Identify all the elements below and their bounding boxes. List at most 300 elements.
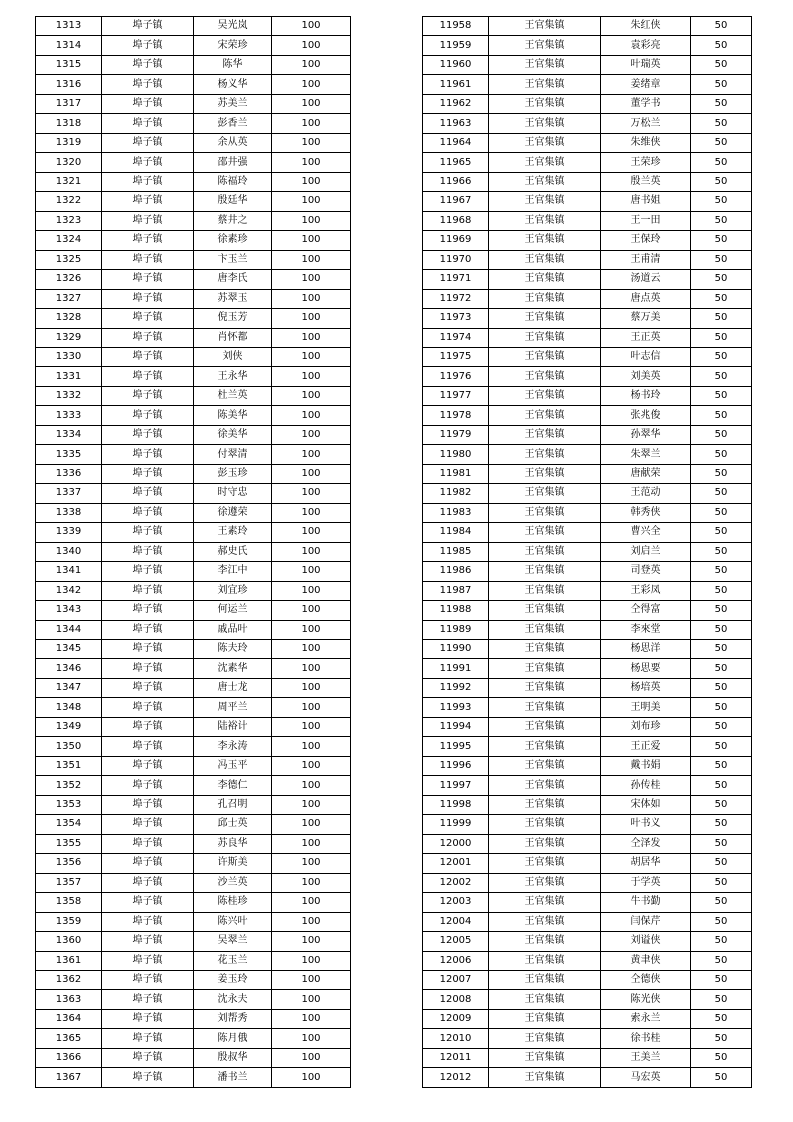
table-row: [36, 309, 351, 328]
town-cell: 埠子镇: [102, 114, 194, 133]
name-cell: 陈桂珍: [194, 893, 272, 912]
table-row: [423, 94, 752, 113]
table-row: [423, 951, 752, 970]
town-cell: 埠子镇: [102, 192, 194, 211]
name-cell: 唐书姐: [601, 192, 691, 211]
row-number-cell: 11991: [423, 659, 489, 678]
amount-cell: 100: [272, 36, 351, 55]
amount-cell: 50: [691, 211, 752, 230]
amount-cell: 100: [272, 1029, 351, 1048]
table-row: [423, 75, 752, 94]
row-number-cell: 1319: [36, 133, 102, 152]
town-cell: 埠子镇: [102, 250, 194, 269]
town-cell: 王官集镇: [489, 698, 601, 717]
table-row: [423, 114, 752, 133]
table-row: [36, 464, 351, 483]
amount-cell: 50: [691, 873, 752, 892]
town-cell: 埠子镇: [102, 951, 194, 970]
amount-cell: 50: [691, 36, 752, 55]
row-number-cell: 1318: [36, 114, 102, 133]
name-cell: 唐李氏: [194, 270, 272, 289]
table-row: [423, 659, 752, 678]
row-number-cell: 12010: [423, 1029, 489, 1048]
name-cell: 徐美华: [194, 425, 272, 444]
town-cell: 埠子镇: [102, 1068, 194, 1087]
table-row: [423, 620, 752, 639]
table-row: [36, 192, 351, 211]
town-cell: 王官集镇: [489, 425, 601, 444]
row-number-cell: 1335: [36, 445, 102, 464]
name-cell: 闫保芹: [601, 912, 691, 931]
name-cell: 索永兰: [601, 1009, 691, 1028]
town-cell: 王官集镇: [489, 601, 601, 620]
table-row: [423, 17, 752, 36]
amount-cell: 50: [691, 192, 752, 211]
town-cell: 王官集镇: [489, 192, 601, 211]
town-cell: 埠子镇: [102, 153, 194, 172]
name-cell: 邵井强: [194, 153, 272, 172]
row-number-cell: 11968: [423, 211, 489, 230]
town-cell: 王官集镇: [489, 250, 601, 269]
name-cell: 叶瑞英: [601, 55, 691, 74]
amount-cell: 100: [272, 990, 351, 1009]
table-row: [423, 464, 752, 483]
amount-cell: 50: [691, 114, 752, 133]
amount-cell: 50: [691, 854, 752, 873]
amount-cell: 100: [272, 270, 351, 289]
table-row: [423, 231, 752, 250]
amount-cell: 50: [691, 328, 752, 347]
name-cell: 朱维侠: [601, 133, 691, 152]
row-number-cell: 1363: [36, 990, 102, 1009]
table-row: [36, 834, 351, 853]
name-cell: 刘启兰: [601, 542, 691, 561]
table-row: [423, 1029, 752, 1048]
table-row: [36, 951, 351, 970]
name-cell: 王甫清: [601, 250, 691, 269]
amount-cell: 100: [272, 289, 351, 308]
name-cell: 李德仁: [194, 776, 272, 795]
table-row: [423, 523, 752, 542]
amount-cell: 50: [691, 990, 752, 1009]
row-number-cell: 11973: [423, 309, 489, 328]
amount-cell: 100: [272, 893, 351, 912]
row-number-cell: 11995: [423, 737, 489, 756]
town-cell: 埠子镇: [102, 795, 194, 814]
amount-cell: 50: [691, 737, 752, 756]
amount-cell: 50: [691, 367, 752, 386]
amount-cell: 100: [272, 192, 351, 211]
town-cell: 埠子镇: [102, 270, 194, 289]
town-cell: 埠子镇: [102, 698, 194, 717]
table-row: [423, 406, 752, 425]
row-number-cell: 1327: [36, 289, 102, 308]
town-cell: 埠子镇: [102, 1029, 194, 1048]
name-cell: 殷廷华: [194, 192, 272, 211]
row-number-cell: 1362: [36, 970, 102, 989]
table-row: [423, 425, 752, 444]
town-cell: 埠子镇: [102, 75, 194, 94]
row-number-cell: 11964: [423, 133, 489, 152]
table-row: [36, 133, 351, 152]
amount-cell: 50: [691, 347, 752, 366]
town-cell: 埠子镇: [102, 542, 194, 561]
town-cell: 王官集镇: [489, 17, 601, 36]
table-row: [36, 36, 351, 55]
table-row: [423, 815, 752, 834]
name-cell: 沈永夫: [194, 990, 272, 1009]
amount-cell: 50: [691, 153, 752, 172]
amount-cell: 50: [691, 270, 752, 289]
row-number-cell: 11975: [423, 347, 489, 366]
name-cell: 陈兴叶: [194, 912, 272, 931]
town-cell: 王官集镇: [489, 445, 601, 464]
town-cell: 王官集镇: [489, 795, 601, 814]
row-number-cell: 11978: [423, 406, 489, 425]
table-row: [36, 94, 351, 113]
name-cell: 王美兰: [601, 1048, 691, 1067]
amount-cell: 50: [691, 717, 752, 736]
right-roster-table: [422, 16, 752, 1088]
amount-cell: 50: [691, 932, 752, 951]
name-cell: 徐遵荣: [194, 503, 272, 522]
row-number-cell: 1314: [36, 36, 102, 55]
row-number-cell: 1345: [36, 640, 102, 659]
name-cell: 刘布珍: [601, 717, 691, 736]
amount-cell: 100: [272, 231, 351, 250]
name-cell: 王明美: [601, 698, 691, 717]
town-cell: 王官集镇: [489, 347, 601, 366]
town-cell: 埠子镇: [102, 1009, 194, 1028]
town-cell: 王官集镇: [489, 873, 601, 892]
name-cell: 王正英: [601, 328, 691, 347]
town-cell: 王官集镇: [489, 717, 601, 736]
row-number-cell: 1324: [36, 231, 102, 250]
name-cell: 唐点英: [601, 289, 691, 308]
amount-cell: 50: [691, 562, 752, 581]
amount-cell: 100: [272, 17, 351, 36]
town-cell: 王官集镇: [489, 309, 601, 328]
table-row: [36, 581, 351, 600]
name-cell: 王范动: [601, 484, 691, 503]
row-number-cell: 11986: [423, 562, 489, 581]
town-cell: 王官集镇: [489, 328, 601, 347]
row-number-cell: 1334: [36, 425, 102, 444]
name-cell: 许斯美: [194, 854, 272, 873]
town-cell: 埠子镇: [102, 425, 194, 444]
table-row: [36, 425, 351, 444]
amount-cell: 100: [272, 951, 351, 970]
table-row: [423, 562, 752, 581]
amount-cell: 100: [272, 464, 351, 483]
amount-cell: 100: [272, 133, 351, 152]
name-cell: 付翠清: [194, 445, 272, 464]
table-row: [36, 912, 351, 931]
table-row: [36, 542, 351, 561]
name-cell: 潘书兰: [194, 1068, 272, 1087]
row-number-cell: 11976: [423, 367, 489, 386]
amount-cell: 50: [691, 795, 752, 814]
name-cell: 苏翠玉: [194, 289, 272, 308]
row-number-cell: 11958: [423, 17, 489, 36]
amount-cell: 100: [272, 932, 351, 951]
amount-cell: 100: [272, 640, 351, 659]
row-number-cell: 1352: [36, 776, 102, 795]
town-cell: 埠子镇: [102, 854, 194, 873]
town-cell: 埠子镇: [102, 231, 194, 250]
town-cell: 埠子镇: [102, 17, 194, 36]
amount-cell: 50: [691, 776, 752, 795]
row-number-cell: 11979: [423, 425, 489, 444]
name-cell: 孙翠华: [601, 425, 691, 444]
amount-cell: 50: [691, 620, 752, 639]
row-number-cell: 1344: [36, 620, 102, 639]
name-cell: 彭玉珍: [194, 464, 272, 483]
amount-cell: 50: [691, 834, 752, 853]
row-number-cell: 11988: [423, 601, 489, 620]
row-number-cell: 1356: [36, 854, 102, 873]
amount-cell: 50: [691, 1029, 752, 1048]
name-cell: 戚品叶: [194, 620, 272, 639]
town-cell: 王官集镇: [489, 951, 601, 970]
amount-cell: 100: [272, 912, 351, 931]
table-row: [36, 854, 351, 873]
town-cell: 埠子镇: [102, 94, 194, 113]
row-number-cell: 1333: [36, 406, 102, 425]
name-cell: 叶志信: [601, 347, 691, 366]
row-number-cell: 1349: [36, 717, 102, 736]
table-row: [423, 698, 752, 717]
town-cell: 王官集镇: [489, 815, 601, 834]
table-row: [36, 1029, 351, 1048]
row-number-cell: 11983: [423, 503, 489, 522]
table-row: [423, 309, 752, 328]
name-cell: 余从英: [194, 133, 272, 152]
amount-cell: 100: [272, 523, 351, 542]
name-cell: 蔡井之: [194, 211, 272, 230]
row-number-cell: 1320: [36, 153, 102, 172]
town-cell: 埠子镇: [102, 211, 194, 230]
name-cell: 朱红侠: [601, 17, 691, 36]
amount-cell: 100: [272, 367, 351, 386]
town-cell: 埠子镇: [102, 601, 194, 620]
name-cell: 王永华: [194, 367, 272, 386]
table-row: [423, 717, 752, 736]
name-cell: 何运兰: [194, 601, 272, 620]
amount-cell: 50: [691, 289, 752, 308]
amount-cell: 50: [691, 309, 752, 328]
town-cell: 王官集镇: [489, 36, 601, 55]
row-number-cell: 1332: [36, 386, 102, 405]
row-number-cell: 11969: [423, 231, 489, 250]
amount-cell: 100: [272, 1048, 351, 1067]
table-row: [423, 640, 752, 659]
table-row: [36, 776, 351, 795]
amount-cell: 50: [691, 172, 752, 191]
row-number-cell: 12001: [423, 854, 489, 873]
row-number-cell: 11962: [423, 94, 489, 113]
amount-cell: 50: [691, 250, 752, 269]
row-number-cell: 11985: [423, 542, 489, 561]
name-cell: 于学英: [601, 873, 691, 892]
amount-cell: 100: [272, 75, 351, 94]
name-cell: 孙传桂: [601, 776, 691, 795]
row-number-cell: 1351: [36, 756, 102, 775]
name-cell: 花玉兰: [194, 951, 272, 970]
row-number-cell: 11993: [423, 698, 489, 717]
amount-cell: 100: [272, 94, 351, 113]
row-number-cell: 12004: [423, 912, 489, 931]
row-number-cell: 1353: [36, 795, 102, 814]
row-number-cell: 1358: [36, 893, 102, 912]
name-cell: 苏良华: [194, 834, 272, 853]
table-row: [36, 445, 351, 464]
row-number-cell: 11971: [423, 270, 489, 289]
row-number-cell: 1323: [36, 211, 102, 230]
row-number-cell: 1357: [36, 873, 102, 892]
table-row: [36, 815, 351, 834]
table-row: [423, 153, 752, 172]
table-row: [36, 1068, 351, 1087]
table-row: [36, 893, 351, 912]
name-cell: 王素玲: [194, 523, 272, 542]
name-cell: 杨思洋: [601, 640, 691, 659]
table-row: [423, 367, 752, 386]
name-cell: 仝德侠: [601, 970, 691, 989]
amount-cell: 100: [272, 1009, 351, 1028]
name-cell: 刘侠: [194, 347, 272, 366]
amount-cell: 50: [691, 542, 752, 561]
amount-cell: 100: [272, 542, 351, 561]
name-cell: 邱士英: [194, 815, 272, 834]
row-number-cell: 1325: [36, 250, 102, 269]
amount-cell: 100: [272, 737, 351, 756]
table-row: [36, 75, 351, 94]
name-cell: 陈夫玲: [194, 640, 272, 659]
amount-cell: 100: [272, 970, 351, 989]
name-cell: 肖怀都: [194, 328, 272, 347]
amount-cell: 50: [691, 231, 752, 250]
row-number-cell: 11980: [423, 445, 489, 464]
table-row: [423, 970, 752, 989]
right-roster-body: [423, 17, 752, 1088]
town-cell: 王官集镇: [489, 231, 601, 250]
amount-cell: 100: [272, 698, 351, 717]
table-row: [36, 114, 351, 133]
table-row: [36, 1048, 351, 1067]
name-cell: 陈美华: [194, 406, 272, 425]
amount-cell: 50: [691, 94, 752, 113]
row-number-cell: 1337: [36, 484, 102, 503]
table-row: [423, 503, 752, 522]
table-row: [423, 270, 752, 289]
table-row: [423, 873, 752, 892]
row-number-cell: 1317: [36, 94, 102, 113]
town-cell: 埠子镇: [102, 289, 194, 308]
name-cell: 王荣珍: [601, 153, 691, 172]
amount-cell: 50: [691, 523, 752, 542]
name-cell: 蔡万美: [601, 309, 691, 328]
row-number-cell: 1350: [36, 737, 102, 756]
name-cell: 唐士龙: [194, 678, 272, 697]
table-row: [423, 289, 752, 308]
town-cell: 埠子镇: [102, 309, 194, 328]
name-cell: 苏美兰: [194, 94, 272, 113]
row-number-cell: 1329: [36, 328, 102, 347]
table-row: [36, 386, 351, 405]
table-row: [423, 756, 752, 775]
town-cell: 王官集镇: [489, 1029, 601, 1048]
row-number-cell: 1360: [36, 932, 102, 951]
town-cell: 埠子镇: [102, 133, 194, 152]
table-row: [423, 542, 752, 561]
table-row: [423, 445, 752, 464]
row-number-cell: 1340: [36, 542, 102, 561]
town-cell: 埠子镇: [102, 464, 194, 483]
town-cell: 埠子镇: [102, 484, 194, 503]
table-row: [36, 153, 351, 172]
name-cell: 沙兰英: [194, 873, 272, 892]
amount-cell: 100: [272, 717, 351, 736]
name-cell: 王一田: [601, 211, 691, 230]
town-cell: 王官集镇: [489, 912, 601, 931]
amount-cell: 50: [691, 756, 752, 775]
town-cell: 王官集镇: [489, 55, 601, 74]
amount-cell: 100: [272, 328, 351, 347]
town-cell: 埠子镇: [102, 36, 194, 55]
row-number-cell: 12012: [423, 1068, 489, 1087]
amount-cell: 100: [272, 581, 351, 600]
name-cell: 王保玲: [601, 231, 691, 250]
town-cell: 埠子镇: [102, 55, 194, 74]
name-cell: 杨培英: [601, 678, 691, 697]
table-row: [423, 795, 752, 814]
amount-cell: 50: [691, 601, 752, 620]
name-cell: 冯玉平: [194, 756, 272, 775]
table-row: [423, 192, 752, 211]
table-row: [36, 990, 351, 1009]
table-row: [36, 1009, 351, 1028]
row-number-cell: 1348: [36, 698, 102, 717]
amount-cell: 100: [272, 406, 351, 425]
row-number-cell: 12009: [423, 1009, 489, 1028]
amount-cell: 50: [691, 55, 752, 74]
name-cell: 汤道云: [601, 270, 691, 289]
amount-cell: 100: [272, 386, 351, 405]
name-cell: 姜绪章: [601, 75, 691, 94]
table-row: [423, 776, 752, 795]
row-number-cell: 1343: [36, 601, 102, 620]
amount-cell: 50: [691, 445, 752, 464]
town-cell: 王官集镇: [489, 94, 601, 113]
row-number-cell: 1336: [36, 464, 102, 483]
row-number-cell: 11959: [423, 36, 489, 55]
town-cell: 埠子镇: [102, 581, 194, 600]
name-cell: 朱翠兰: [601, 445, 691, 464]
row-number-cell: 12007: [423, 970, 489, 989]
name-cell: 陆裕计: [194, 717, 272, 736]
table-row: [36, 717, 351, 736]
name-cell: 张兆俊: [601, 406, 691, 425]
table-row: [36, 289, 351, 308]
town-cell: 王官集镇: [489, 172, 601, 191]
row-number-cell: 1359: [36, 912, 102, 931]
table-row: [36, 970, 351, 989]
table-row: [423, 1048, 752, 1067]
town-cell: 埠子镇: [102, 737, 194, 756]
town-cell: 王官集镇: [489, 659, 601, 678]
amount-cell: 50: [691, 484, 752, 503]
